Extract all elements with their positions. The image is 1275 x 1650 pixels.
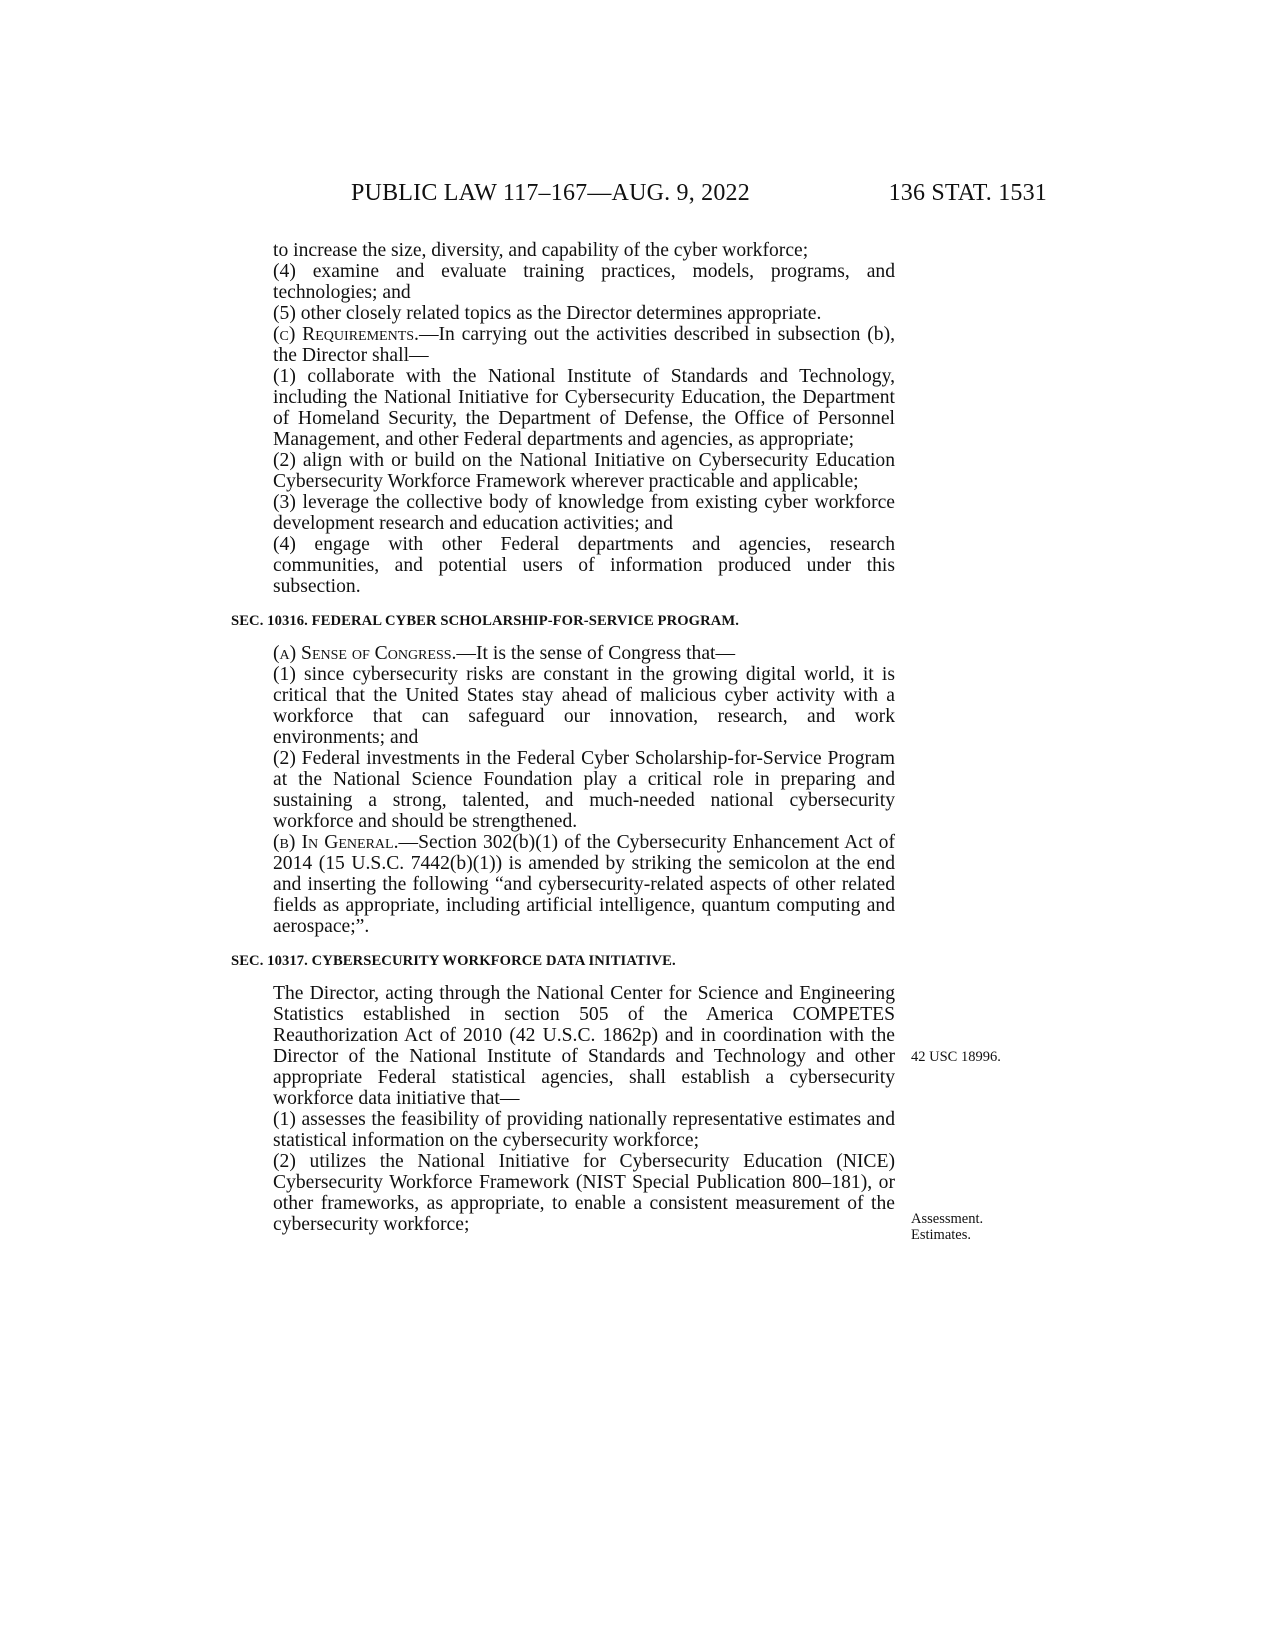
subsection-heading: (a) Sense of Congress. xyxy=(273,643,457,664)
margin-note-usc: 42 USC 18996. xyxy=(911,1049,1001,1065)
body-text xyxy=(231,240,895,1235)
subsection-text: —Section 302(b)(1) of the Cybersecurity Enhancement Act of 2014 (15 U.S.C. 7442(b)(1)) is amended by striking the semicolon at the end and inserting the following “and cybersecurity-related aspects of other related fields as appropriate, including artificial intelligence, quantum computing and aerospace;”. xyxy=(273,832,895,937)
subsection-text: —In carrying out the activities described in subsection (b), the Director shall— xyxy=(273,324,895,366)
paragraph: The Director, acting through the National Center for Science and Engineering Statistics established in section 505 of the America COMPETES Reauthorization Act of 2010 (42 U.S.C. 1862p) and in coordination with the Director of the National Institute of Standards and Technology and other appropriate Federal statistical agencies, shall establish a cybersecurity workforce data initiative that— xyxy=(273,983,895,1109)
subsection-text: —It is the sense of Congress that— xyxy=(456,643,736,664)
paragraph: (4) engage with other Federal departments and agencies, research communities, and potential users of information produced under this subsection. xyxy=(273,534,895,597)
paragraph: (2) utilizes the National Initiative for Cybersecurity Education (NICE) Cybersecurity Workforce Framework (NIST Special Publication 800–181), or other frameworks, as appropriate, to enable a consistent measurement of the cybersecurity workforce; xyxy=(273,1151,895,1235)
paragraph: (2) Federal investments in the Federal Cyber Scholarship-for-Service Program at the National Science Foundation play a critical role in preparing and sustaining a strong, talented, and much-needed national cybersecurity workforce and should be strengthened. xyxy=(273,748,895,832)
paragraph: (1) collaborate with the National Institute of Standards and Technology, including the National Initiative for Cybersecurity Education, the Department of Homeland Security, the Department of Defense, the Office of Personnel Management, and other Federal departments and agencies, as appropriate; xyxy=(273,366,895,450)
page-header xyxy=(351,180,1047,214)
margin-note-estimates: Estimates. xyxy=(911,1227,972,1243)
paragraph xyxy=(231,643,895,664)
paragraph: (1) since cybersecurity risks are constant in the growing digital world, it is critical that the United States stay ahead of malicious cyber activity with a workforce that can safeguard our innovation, research, and work environments; and xyxy=(273,664,895,748)
subsection-heading: (c) Requirements. xyxy=(273,324,419,345)
paragraph: (4) examine and evaluate training practices, models, programs, and technologies; and xyxy=(273,261,895,303)
running-head: PUBLIC LAW 117–167—AUG. 9, 2022 xyxy=(351,180,750,206)
paragraph: to increase the size, diversity, and capability of the cyber workforce; xyxy=(273,240,809,261)
stat-page-number: 136 STAT. 1531 xyxy=(888,180,1047,206)
section-heading: SEC. 10316. FEDERAL CYBER SCHOLARSHIP-FOR-SERVICE PROGRAM. xyxy=(231,613,740,629)
section-heading: SEC. 10317. CYBERSECURITY WORKFORCE DATA INITIATIVE. xyxy=(231,953,676,969)
paragraph: (2) align with or build on the National Initiative on Cybersecurity Education Cybersecurity Workforce Framework wherever practicable and applicable; xyxy=(273,450,895,492)
paragraph xyxy=(231,832,895,937)
paragraph xyxy=(231,324,895,366)
subsection-heading: (b) In General. xyxy=(273,832,399,853)
paragraph: (5) other closely related topics as the Director determines appropriate. xyxy=(273,303,822,324)
margin-note-assessment: Assessment. xyxy=(911,1211,984,1227)
paragraph: (1) assesses the feasibility of providing nationally representative estimates and statistical information on the cybersecurity workforce; xyxy=(273,1109,895,1151)
paragraph: (3) leverage the collective body of knowledge from existing cyber workforce development research and education activities; and xyxy=(273,492,895,534)
